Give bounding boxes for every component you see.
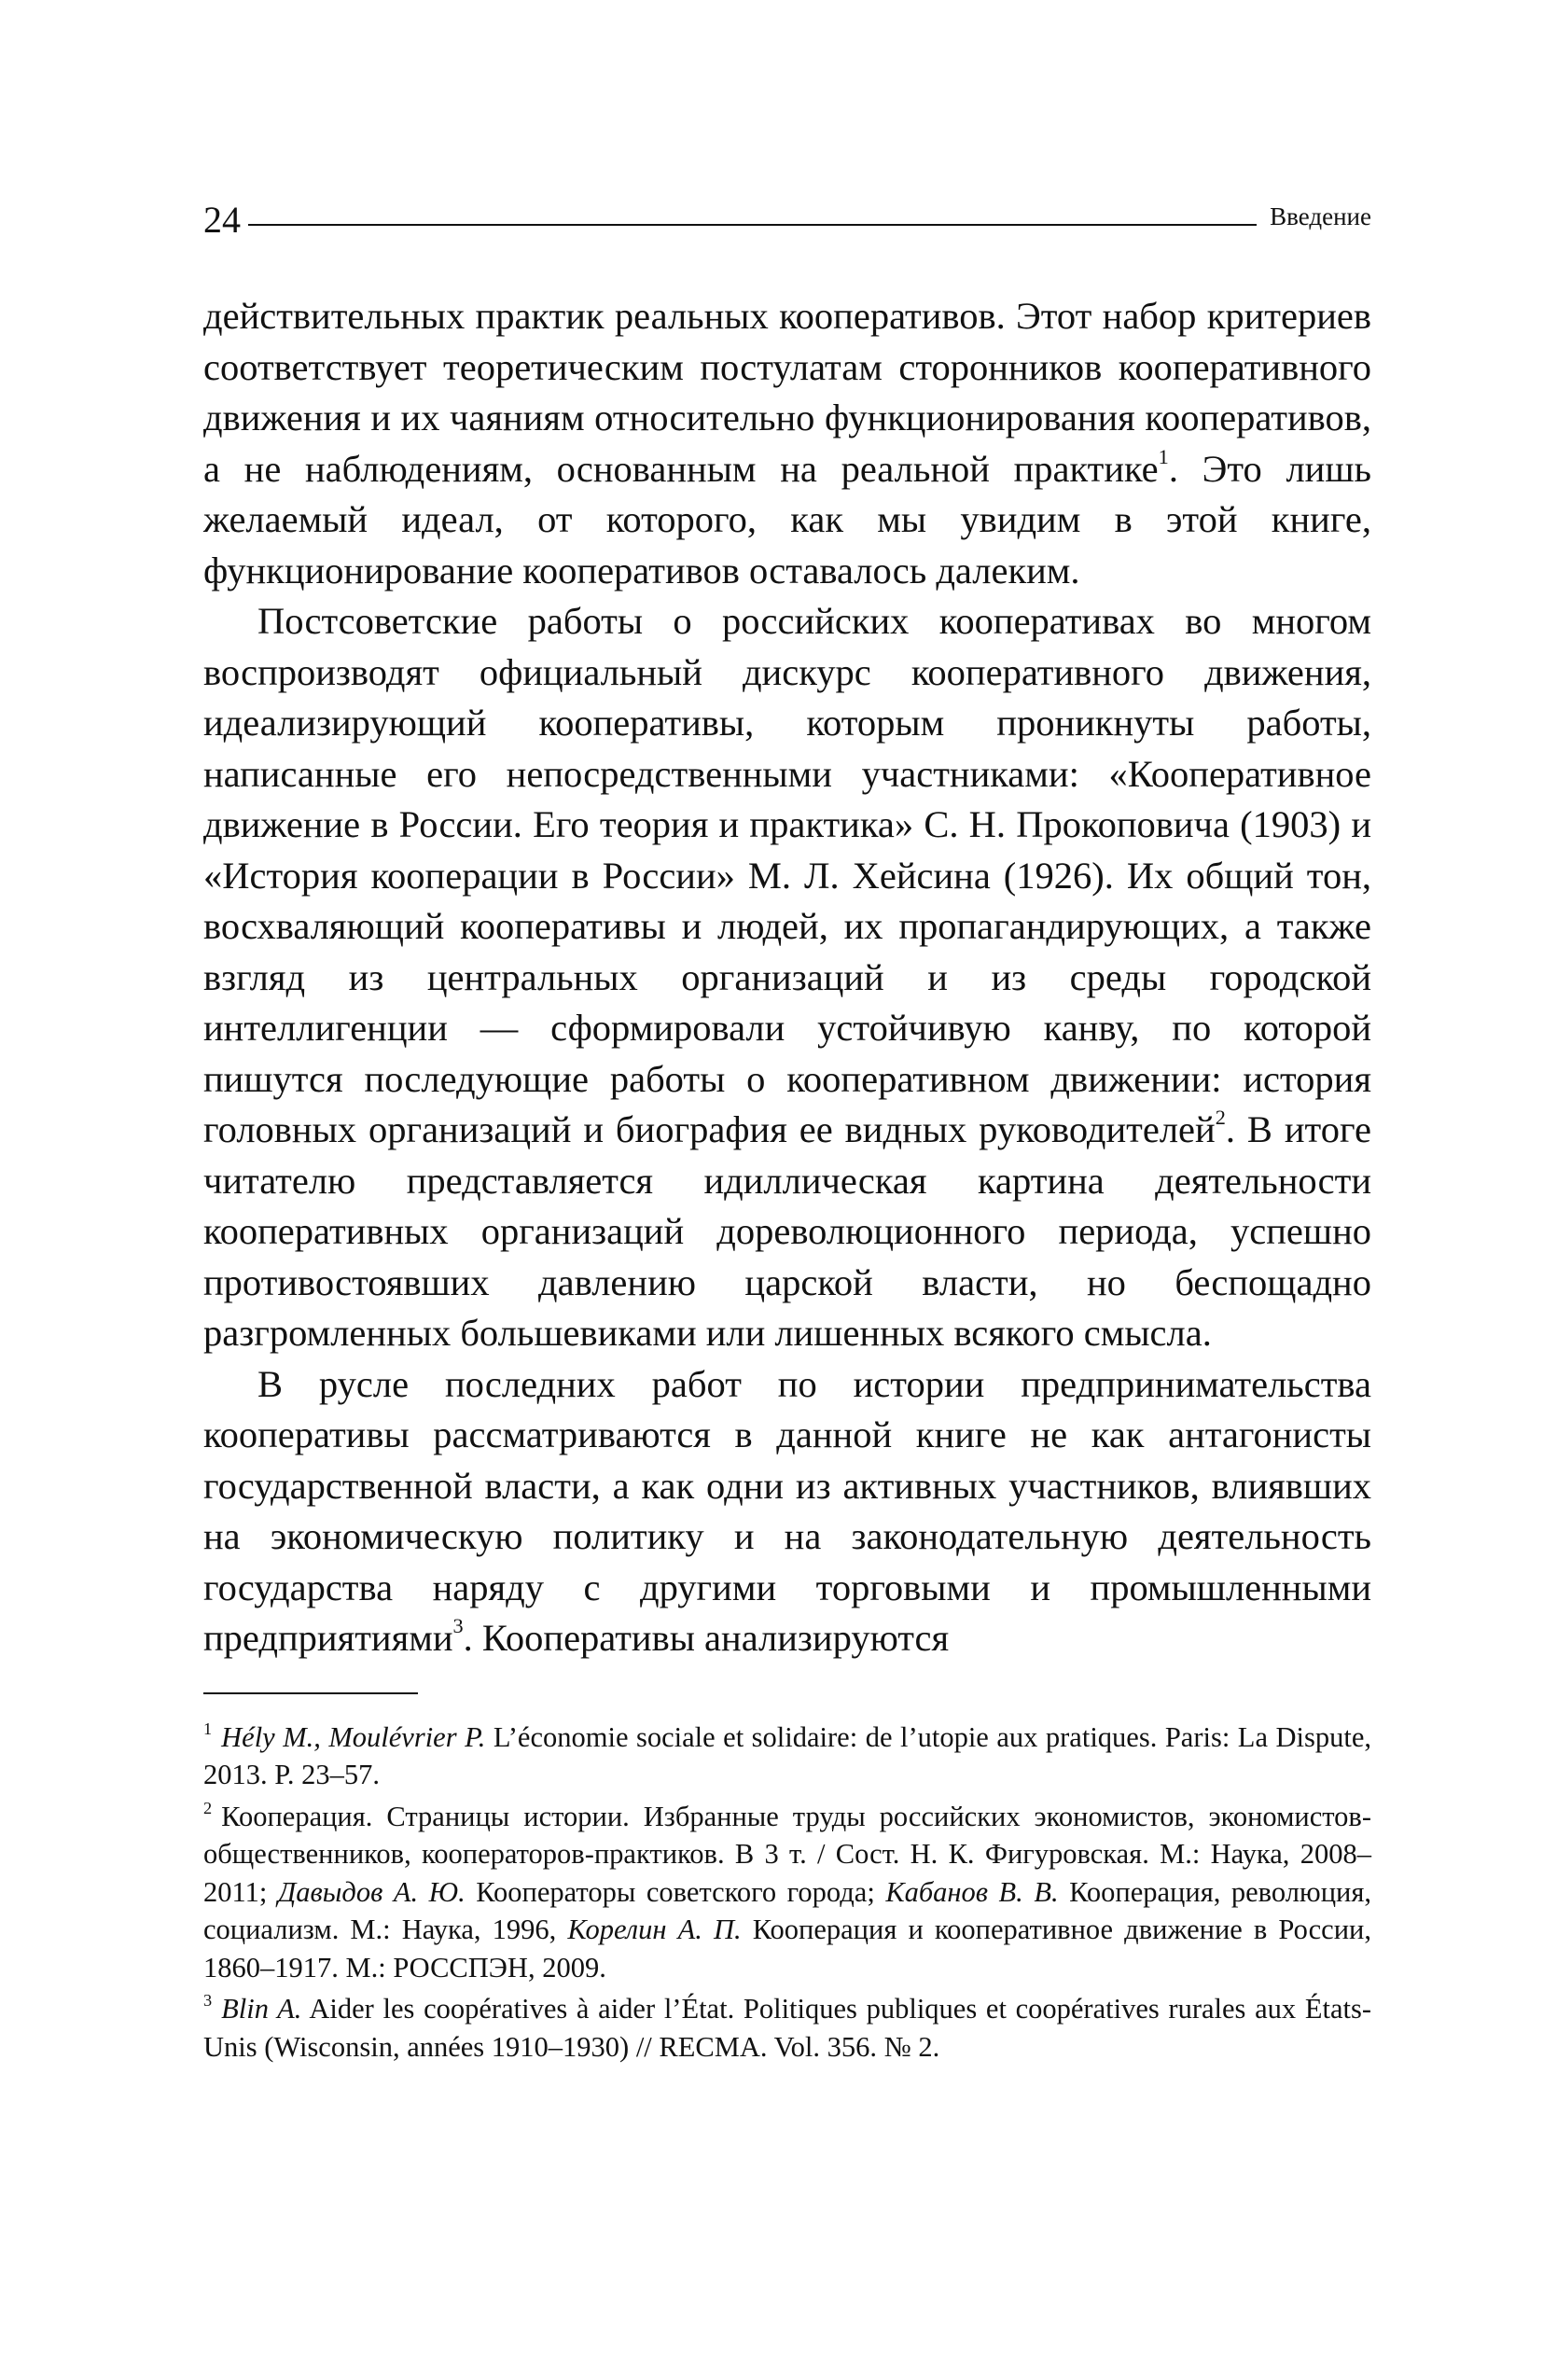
footnote-mark: 3	[203, 1991, 213, 2011]
paragraph: действительных практик реальных кооперативов. Этот набор критериев соответствует теоретическим постулатам сторонников кооперативного движения и их чаяниям относительно функционирования кооперативов, а не наблюдениям, основанным на реальной практике$^1$. Это лишь желаемый идеал, от которого, как мы увидим в этой книге, функционирование кооперативов оставалось далеким.	[203, 295, 1372, 592]
footnote-separator	[203, 1692, 418, 1694]
page-header	[203, 187, 1371, 241]
footnote-ref[interactable]: 2	[1215, 1106, 1226, 1130]
footnote-ref[interactable]: 3	[452, 1614, 464, 1638]
page-number: 24	[203, 199, 241, 241]
footnote: $^1$ Hély M., Moulévrier P. L’économie sociale et solidaire: de l’utopie aux pratiques. Paris: La Dispute, 2013. P. 23–57.	[203, 1719, 1371, 1790]
footnote-ref[interactable]: 1	[1158, 444, 1169, 468]
footnote-mark: 2	[203, 1798, 213, 1817]
body-text	[203, 291, 1371, 1664]
book-page	[203, 187, 1371, 2069]
footnote-mark: 1	[203, 1719, 213, 1738]
running-head: Введение	[1270, 202, 1371, 230]
paragraph: В русле последних работ по истории предпринимательства кооперативы рассматриваются в данной книге не как антагонисты государственной власти, а как одни из активных участников, влиявших на экономическую политику и на законодательную деятельность государства наряду с другими торговыми и промышленными предприятиями$^3$. Кооперативы анализируются	[203, 1362, 1371, 1659]
paragraph: Постсоветские работы о российских кооперативах во многом воспроизводят официальный дискурс кооперативного движения, идеализирующий кооперативы, которым проникнуты работы, написанные его непосредственными участниками: «Кооперативное движение в России. Его теория и практика» С. Н. Прокоповича (1903) и «История кооперации в России» М. Л. Хейсина (1926). Их общий тон, восхваляющий кооперативы и людей, их пропагандирующих, а также взгляд из центральных организаций и из среды городской интеллигенции — сформировали устойчивую канву, по которой пишутся последующие работы о кооперативном движении: история головных организаций и биография ее видных руководителей$^2$. В итоге читателю представляется идиллическая картина деятельности кооперативных организаций дореволюционного периода, успешно противостоявших давлению царской власти, но беспощадно разгромленных большевиками или лишенных всякого смысла.	[203, 600, 1372, 1354]
footnotes	[203, 1719, 1371, 2067]
footnote: $^3$ Blin A. Aider les coopératives à aider l’État. Politiques publiques et coopératives rurales aux États-Unis (Wisconsin, années 1910–1930) // RECMA. Vol. 356. № 2.	[203, 1991, 1371, 2063]
footnote: $^2$ Кооперация. Страницы истории. Избранные труды российских экономистов, экономистов-общественников, кооператоров-практиков. В 3 т. / Сост. Н. К. Фигуровская. М.: Наука, 2008–2011; Давыдов А. Ю. Кооператоры советского города; Кабанов В. В. Кооперация, революция, социализм. М.: Наука, 1996, Корелин А. П. Кооперация и кооперативное движение в России, 1860–1917. М.: РОССПЭН, 2009.	[203, 1798, 1371, 1983]
header-rule	[248, 224, 1257, 226]
